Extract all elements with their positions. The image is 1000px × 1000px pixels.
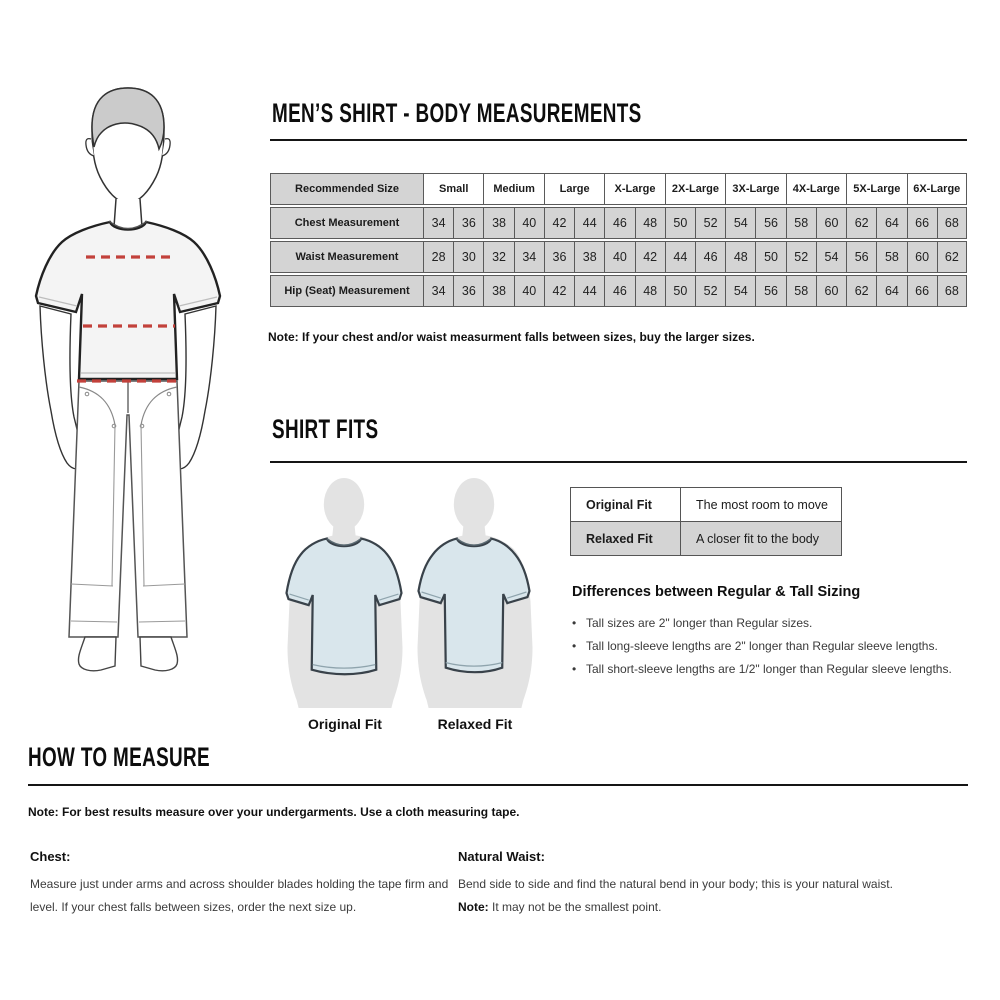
pants xyxy=(69,381,187,637)
measurement-value: 68 xyxy=(937,207,967,239)
relaxed-fit-label: Relaxed Fit xyxy=(437,716,513,732)
measurement-value: 52 xyxy=(695,275,725,307)
measurement-value: 32 xyxy=(483,241,513,273)
measurement-figure xyxy=(25,80,260,692)
measurement-value: 44 xyxy=(665,241,695,273)
measurement-value: 66 xyxy=(907,275,937,307)
fit-name: Relaxed Fit xyxy=(571,522,681,556)
differences-title: Differences between Regular & Tall Sizing xyxy=(572,584,861,600)
right-foot xyxy=(140,637,178,671)
right-arm xyxy=(174,306,216,469)
measurement-value: 64 xyxy=(876,275,906,307)
left-foot xyxy=(78,637,116,671)
rivet xyxy=(167,392,171,396)
how-to-measure-rule xyxy=(28,784,968,786)
measurement-value: 58 xyxy=(876,241,906,273)
original-fit-drawing xyxy=(283,476,407,708)
measurement-value: 48 xyxy=(725,241,755,273)
size-column-header: 5X-Large xyxy=(846,173,906,205)
fit-description: The most room to move xyxy=(681,488,842,522)
chest-text: Measure just under arms and across shoulder blades holding the tape firm and level. If your chest falls between sizes, order the next size up. xyxy=(30,877,449,914)
measurement-row-label: Waist Measurement xyxy=(270,241,423,273)
body-measurements-title xyxy=(272,98,800,129)
size-column-header: 6X-Large xyxy=(907,173,968,205)
measurement-value: 40 xyxy=(514,275,544,307)
measurement-value: 28 xyxy=(423,241,453,273)
difference-bullet: • Tall long-sleeve lengths are 2" longer than Regular sleeve lengths. xyxy=(572,635,972,658)
relaxed-fit-drawing xyxy=(413,476,537,708)
size-column-header: 2X-Large xyxy=(665,173,725,205)
relaxed-fit-figure xyxy=(413,476,537,732)
measurement-value: 38 xyxy=(574,241,604,273)
measurement-value: 56 xyxy=(755,275,785,307)
original-fit-figure xyxy=(283,476,407,732)
size-column-header: Medium xyxy=(483,173,543,205)
size-table-row xyxy=(270,241,967,273)
waist-note-label: Note: xyxy=(458,899,489,914)
measurement-value: 62 xyxy=(846,275,876,307)
measurement-value: 46 xyxy=(604,275,634,307)
chest-column xyxy=(30,849,470,919)
size-column-header: 4X-Large xyxy=(786,173,846,205)
title-rule xyxy=(270,139,967,141)
left-arm xyxy=(40,306,82,469)
measurement-value: 42 xyxy=(544,207,574,239)
difference-bullet: • Tall sizes are 2" longer than Regular sizes. xyxy=(572,612,972,635)
measurement-figure-drawing xyxy=(25,80,260,692)
page-title: MEN’S SHIRT - BODY MEASUREMENTS xyxy=(272,98,642,128)
measurement-value: 44 xyxy=(574,207,604,239)
measurement-value: 52 xyxy=(786,241,816,273)
measurement-row-label: Chest Measurement xyxy=(270,207,423,239)
measurement-value: 36 xyxy=(453,207,483,239)
measurement-value: 40 xyxy=(514,207,544,239)
size-table-row xyxy=(270,207,967,239)
measure-note: Note: For best results measure over your undergarments. Use a cloth measuring tape. xyxy=(28,805,520,819)
measurement-value: 38 xyxy=(483,207,513,239)
measurement-value: 34 xyxy=(514,241,544,273)
size-column-header: Small xyxy=(423,173,483,205)
waist-text-after: It may not be the smallest point. xyxy=(488,899,662,914)
measurement-value: 68 xyxy=(937,275,967,307)
measurement-value: 42 xyxy=(635,241,665,273)
measurement-value: 34 xyxy=(423,275,453,307)
measurement-row-label: Hip (Seat) Measurement xyxy=(270,275,423,307)
shirt-fits-title: SHIRT FITS xyxy=(272,414,379,444)
shirt-fits-rule xyxy=(270,461,967,463)
shirt-fits-heading-wrap xyxy=(272,414,424,445)
measurement-value: 44 xyxy=(574,275,604,307)
measurement-value: 56 xyxy=(846,241,876,273)
measurement-value: 58 xyxy=(786,207,816,239)
measurement-value: 30 xyxy=(453,241,483,273)
measurement-value: 60 xyxy=(816,207,846,239)
size-table xyxy=(270,171,967,309)
recommended-size-header: Recommended Size xyxy=(270,173,423,205)
measurement-value: 48 xyxy=(635,207,665,239)
measurement-value: 50 xyxy=(665,275,695,307)
measurement-value: 64 xyxy=(876,207,906,239)
chest-heading: Chest: xyxy=(30,849,71,864)
measurement-value: 40 xyxy=(604,241,634,273)
measurement-value: 60 xyxy=(907,241,937,273)
natural-waist-column xyxy=(458,849,898,919)
size-note: Note: If your chest and/or waist measurment falls between sizes, buy the larger sizes. xyxy=(268,330,755,344)
fit-name: Original Fit xyxy=(571,488,681,522)
measurement-value: 36 xyxy=(544,241,574,273)
measurement-value: 50 xyxy=(755,241,785,273)
natural-waist-heading: Natural Waist: xyxy=(458,849,545,864)
measurement-value: 50 xyxy=(665,207,695,239)
fit-description: A closer fit to the body xyxy=(681,522,842,556)
measurement-value: 34 xyxy=(423,207,453,239)
measurement-value: 48 xyxy=(635,275,665,307)
measurement-value: 46 xyxy=(604,207,634,239)
measurement-value: 42 xyxy=(544,275,574,307)
rivet xyxy=(85,392,89,396)
measurement-value: 54 xyxy=(725,275,755,307)
measurement-value: 52 xyxy=(695,207,725,239)
fit-table-row xyxy=(571,488,842,522)
how-to-measure-title: HOW TO MEASURE xyxy=(28,742,211,772)
measurement-value: 38 xyxy=(483,275,513,307)
measurement-value: 56 xyxy=(755,207,785,239)
measurement-value: 54 xyxy=(725,207,755,239)
measurement-value: 66 xyxy=(907,207,937,239)
original-fit-label: Original Fit xyxy=(308,716,382,732)
difference-bullet: • Tall short-sleeve lengths are 1/2" longer than Regular sleeve lengths. xyxy=(572,658,972,681)
waist-text-before: Bend side to side and find the natural bend in your body; this is your natural waist. xyxy=(458,877,893,891)
size-column-header: X-Large xyxy=(604,173,664,205)
size-column-header: Large xyxy=(544,173,604,205)
neck xyxy=(114,199,142,227)
measurement-value: 54 xyxy=(816,241,846,273)
fit-table xyxy=(570,487,842,556)
measurement-value: 58 xyxy=(786,275,816,307)
size-table-row xyxy=(270,275,967,307)
size-table-header-row xyxy=(270,173,967,205)
measurement-value: 60 xyxy=(816,275,846,307)
differences-bullet-list xyxy=(572,612,972,681)
measurement-value: 46 xyxy=(695,241,725,273)
how-to-measure-heading-wrap xyxy=(28,742,288,773)
measurement-value: 36 xyxy=(453,275,483,307)
measurement-value: 62 xyxy=(846,207,876,239)
natural-waist-text xyxy=(458,873,898,919)
differences-block xyxy=(572,584,972,681)
measurement-value: 62 xyxy=(937,241,967,273)
fit-table-row xyxy=(571,522,842,556)
size-column-header: 3X-Large xyxy=(725,173,785,205)
